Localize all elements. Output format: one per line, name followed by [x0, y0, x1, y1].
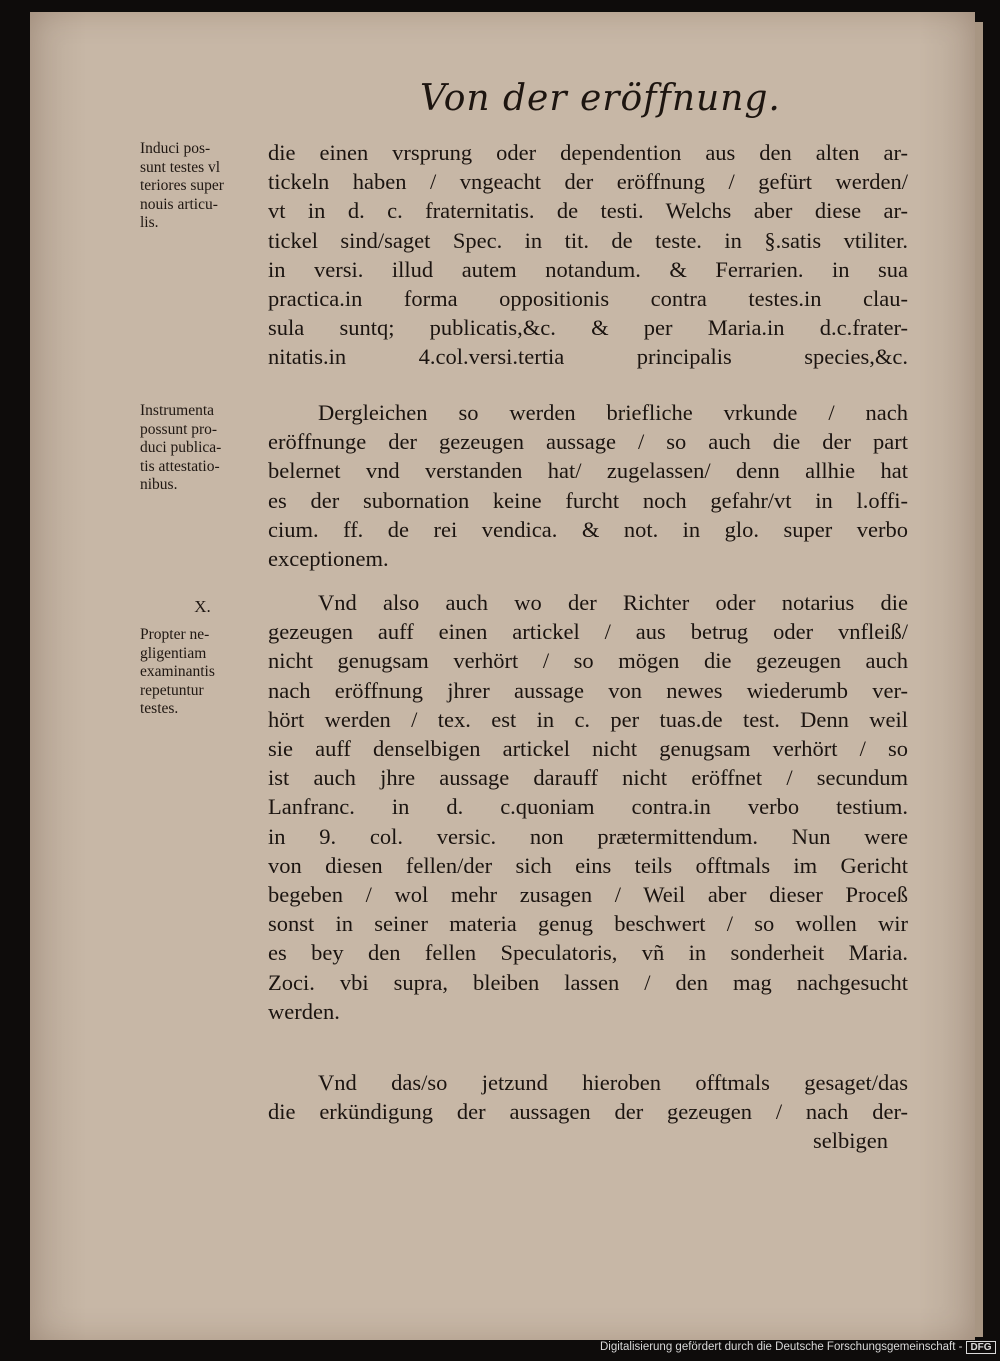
text-line: gezeugen auff einen artickel / aus betrug oder vnfleiß/ [268, 619, 908, 645]
text-line: tickel sind/saget Spec. in tit. de teste. in §.satis vtiliter. [268, 227, 908, 253]
margin-note-3 [140, 626, 265, 719]
text-line: sula suntq; publicatis,&c. & per Maria.in d.c.frater- [268, 315, 908, 341]
text-line: Zoci. vbi supra, bleiben lassen / den mag nachgesucht [268, 969, 908, 995]
text-line: werden. [268, 998, 340, 1024]
text-line: Lanfranc. in d. c.quoniam contra.in verbo testium. [268, 794, 908, 820]
text-line: Dergleichen so werden briefliche vrkunde / nach [318, 400, 908, 425]
text-line: sie auff denselbigen artickel nicht genugsam verhört / so [268, 736, 908, 762]
credit-text: Digitalisierung gefördert durch die Deutsche Forschungsgemeinschaft - [600, 1341, 963, 1353]
margin-line: tis attestatio- [140, 457, 220, 475]
text-line: begeben / wol mehr zusagen / Weil aber dieser Proceß [268, 882, 908, 908]
text-line: nitatis.in 4.col.versi.tertia principalis species,&c. [268, 344, 908, 370]
digitization-credit [600, 1341, 1000, 1361]
text-line: practica.in forma oppositionis contra testes.in clau- [268, 286, 908, 312]
margin-line: duci publica- [140, 439, 222, 456]
margin-note-1 [140, 140, 265, 233]
margin-line: sunt testes vl [140, 158, 221, 176]
text-line: ist auch jhre aussage darauff nicht eröffnet / secundum [268, 765, 908, 791]
margin-line: Propter ne- [140, 626, 210, 643]
text-line: exceptionem. [268, 546, 389, 572]
page-title: Von der eröffnung. [420, 78, 781, 119]
text-line: hört werden / tex. est in c. per tuas.de test. Denn weil [268, 706, 908, 732]
dfg-logo: DFG [966, 1341, 995, 1354]
text-line: in versi. illud autem notandum. & Ferrarien. in sua [268, 256, 908, 282]
margin-line: lis. [140, 214, 159, 231]
paragraph-4 [268, 1068, 908, 1156]
paragraph-1 [268, 138, 908, 372]
paragraph-2 [268, 398, 908, 573]
margin-line: testes. [140, 700, 179, 717]
paragraph-3 [268, 588, 908, 1026]
margin-line: nibus. [140, 476, 178, 493]
text-line: belernet vnd verstanden hat/ zugelassen/ denn allhie hat [268, 458, 908, 484]
margin-note-section-number [140, 598, 265, 617]
text-line: von diesen fellen/der sich eins teils offtmals im Gericht [268, 852, 908, 878]
text-line: cium. ff. de rei vendica. & not. in glo. super verbo [268, 516, 908, 542]
text-line: nicht genugsam verhört / so mögen die gezeugen auch [268, 648, 908, 674]
text-line: tickeln haben / vngeacht der eröffnung / gefürt werden/ [268, 169, 908, 195]
text-line: die einen vrsprung oder dependention aus den alten ar- [268, 140, 908, 165]
margin-line: nouis articu- [140, 195, 218, 213]
margin-line: repetuntur [140, 681, 204, 699]
section-number: X. [194, 597, 211, 616]
text-line: Vnd also auch wo der Richter oder notarius die [318, 590, 908, 615]
margin-line: Induci pos- [140, 140, 211, 157]
text-line: nach eröffnung jhrer aussage von newes wiederumb ver- [268, 677, 908, 703]
margin-line: Instrumenta [140, 402, 215, 419]
text-line: eröffnunge der gezeugen aussage / so auch die der part [268, 429, 908, 455]
text-line: die erkündigung der aussagen der gezeugen / nach der- [268, 1099, 908, 1125]
text-line: es der subornation keine furcht noch gefahr/vt in l.offi- [268, 487, 908, 513]
margin-line: teriores super [140, 177, 224, 194]
margin-line: gligentiam [140, 644, 207, 662]
margin-line: possunt pro- [140, 420, 218, 438]
text-line: vt in d. c. fraternitatis. de testi. Welchs aber diese ar- [268, 198, 908, 224]
text-line: sonst in seiner materia genug beschwert / so wollen wir [268, 911, 908, 937]
text-line: es bey den fellen Speculatoris, vñ in sonderheit Maria. [268, 940, 908, 966]
page-edge [975, 22, 983, 1337]
margin-note-2 [140, 402, 265, 495]
catchword: selbigen [813, 1128, 888, 1154]
text-line: in 9. col. versic. non prætermittendum. Nun were [268, 823, 908, 849]
margin-line: examinantis [140, 663, 215, 680]
text-line: Vnd das/so jetzund hieroben offtmals gesaget/das [318, 1070, 908, 1095]
